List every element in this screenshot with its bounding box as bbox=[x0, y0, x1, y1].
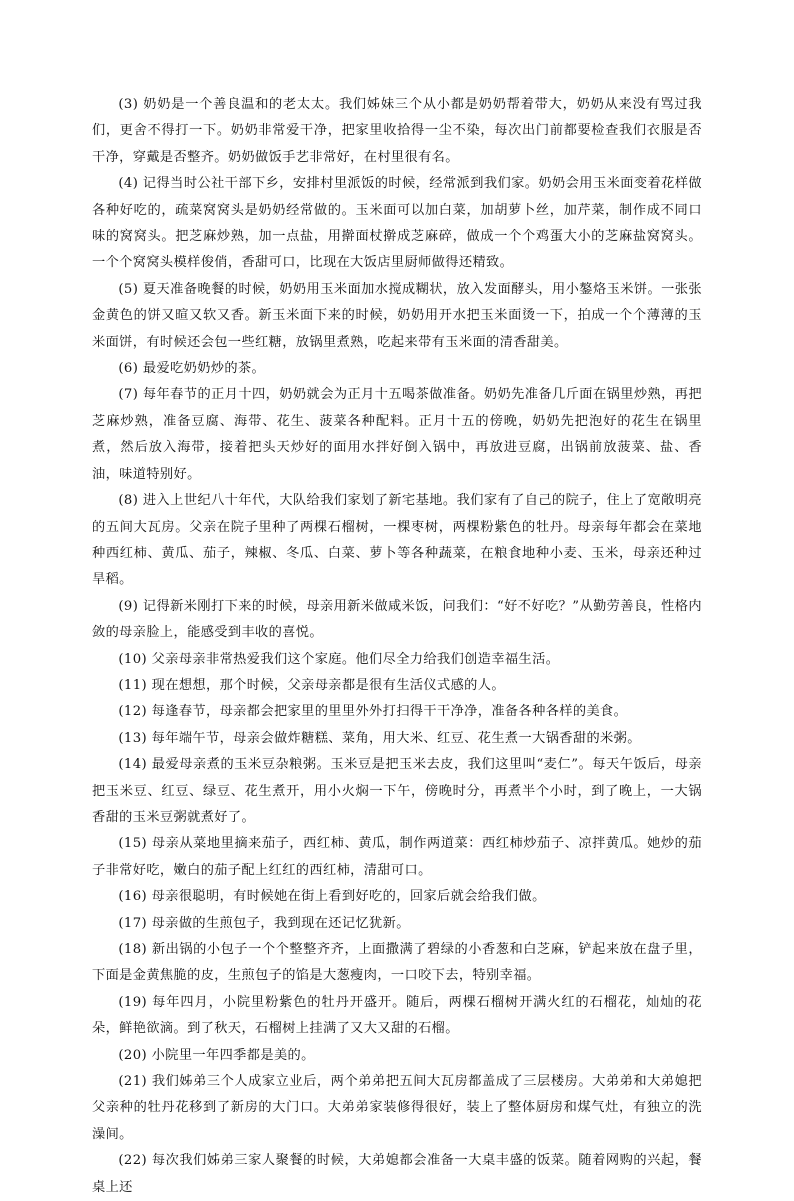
paragraph-15: (15) 母亲从菜地里摘来茄子，西红柿、黄瓜，制作两道菜：西红柿炒茄子、凉拌黄瓜。她炒的茄子非常好吃，嫩白的茄子配上红红的西红柿，清甜可口。 bbox=[92, 836, 702, 878]
paragraph-4: (4) 记得当时公社干部下乡，安排村里派饭的时候，经常派到我们家。奶奶会用玉米面变着花样做各种好吃的，疏菜窝窝头是奶奶经常做的。玉米面可以加白菜，加胡萝卜丝，加芹菜，制作成不同口味的窝窝头。把芝麻炒熟，加一点盐，用擀面杖擀成芝麻碎，做成一个个鸡蛋大小的芝麻盐窝窝头。一个个窝窝头模样俊俏，香甜可口，比现在大饭店里厨师做得还精致。 bbox=[92, 176, 702, 271]
paragraph-9: (9) 记得新米刚打下来的时候，母亲用新米做咸米饭，问我们：“好不好吃？”从勤劳善良，性格内敛的母亲脸上，能感受到丰收的喜悦。 bbox=[92, 598, 702, 641]
paragraph-21: (21) 我们姊弟三个人成家立业后，两个弟弟把五间大瓦房都盖成了三层楼房。大弟弟和大弟媳把父亲种的牡丹花移到了新房的大门口。大弟弟家装修得很好，装上了整体厨房和煤气灶，有独立的洗澡间。 bbox=[92, 1074, 702, 1142]
paragraph-7: (7) 每年春节的正月十四，奶奶就会为正月十五喝茶做准备。奶奶先准备几斤面在锅里炒熟，再把芝麻炒熟，准备豆腐、海带、花生、菠菜各种配料。正月十五的傍晚，奶奶先把泡好的花生在锅里煮，然后放入海带，接着把头天炒好的面用水拌好倒入锅中，再放进豆腐，出锅前放菠菜、盐、香油，味道特别好。 bbox=[92, 387, 702, 482]
paragraph-19: (19) 每年四月，小院里粉紫色的牡丹开盛开。随后，两棵石榴树开满火红的石榴花，灿灿的花朵，鲜艳欲滴。到了秋天，石榴树上挂满了又大又甜的石榴。 bbox=[92, 994, 702, 1037]
paragraph-14: (14) 最爱母亲煮的玉米豆杂粮粥。玉米豆是把玉米去皮，我们这里叫“麦仁”。每天午饭后，母亲把玉米豆、红豆、绿豆、花生煮开，用小火焖一下午，傍晚时分，再煮半个小时，到了晚上，一大锅香甜的玉米豆粥就煮好了。 bbox=[92, 757, 702, 825]
paragraph-8: (8) 进入上世纪八十年代，大队给我们家划了新宅基地。我们家有了自己的院子，住上了宽敞明亮的五间大瓦房。父亲在院子里种了两棵石榴树，一棵枣树，两棵粉紫色的牡丹。母亲每年都会在菜地种西红柿、黄瓜、茄子，辣椒、冬瓜、白菜、萝卜等各种蔬菜，在粮食地种小麦、玉米，母亲还种过旱稻。 bbox=[92, 493, 702, 588]
paragraph-10: (10) 父亲母亲非常热爱我们这个家庭。他们尽全力给我们创造幸福生活。 bbox=[118, 651, 560, 667]
paragraph-18: (18) 新出锅的小包子一个个整整齐齐，上面撒满了碧绿的小香葱和白芝麻，铲起来放在盘子里，下面是金黄焦脆的皮，生煎包子的馅是大葱瘦肉，一口咬下去，特别幸福。 bbox=[92, 942, 702, 984]
paragraph-13: (13) 每年端午节，母亲会做炸糖糕、菜角，用大米、红豆、花生煮一大锅香甜的米粥。 bbox=[118, 730, 641, 746]
paragraph-20: (20) 小院里一年四季都是美的。 bbox=[118, 1047, 315, 1063]
paragraph-5: (5) 夏天准备晚餐的时候，奶奶用玉米面加水搅成糊状，放入发面酵头，用小鏊烙玉米饼。一张张金黄色的饼又暄又软又香。新玉米面下来的时候，奶奶用开水把玉米面烫一下，拍成一个个薄薄的玉米面饼，有时候还会包一些红糖，放锅里煮熟，吃起来带有玉米面的清香甜美。 bbox=[92, 281, 702, 350]
paragraph-6: (6) 最爱吃奶奶炒的茶。 bbox=[118, 361, 266, 377]
paragraph-22: (22) 每次我们姊弟三家人聚餐的时候，大弟媳都会准备一大桌丰盛的饭菜。随着网购的兴起，餐桌上还 bbox=[92, 1153, 702, 1195]
paragraph-3: (3) 奶奶是一个善良温和的老太太。我们姊妹三个从小都是奶奶帮着带大，奶奶从来没有骂过我们，更舍不得打一下。奶奶非常爱干净，把家里收拾得一尘不染，每次出门前都要检查我们衣服是否干净，穿戴是否整齐。奶奶做饭手艺非常好，在村里很有名。 bbox=[92, 97, 702, 165]
paragraph-11: (11) 现在想想，那个时候，父亲母亲都是很有生活仪式感的人。 bbox=[118, 677, 505, 693]
paragraph-16: (16) 母亲很聪明，有时候她在街上看到好吃的，回家后就会给我们做。 bbox=[118, 889, 546, 905]
paragraph-17: (17) 母亲做的生煎包子，我到现在还记忆犹新。 bbox=[118, 915, 410, 931]
paragraph-12: (12) 每逢春节，母亲都会把家里的里里外外打扫得干干净净，准备各种各样的美食。 bbox=[118, 704, 628, 720]
